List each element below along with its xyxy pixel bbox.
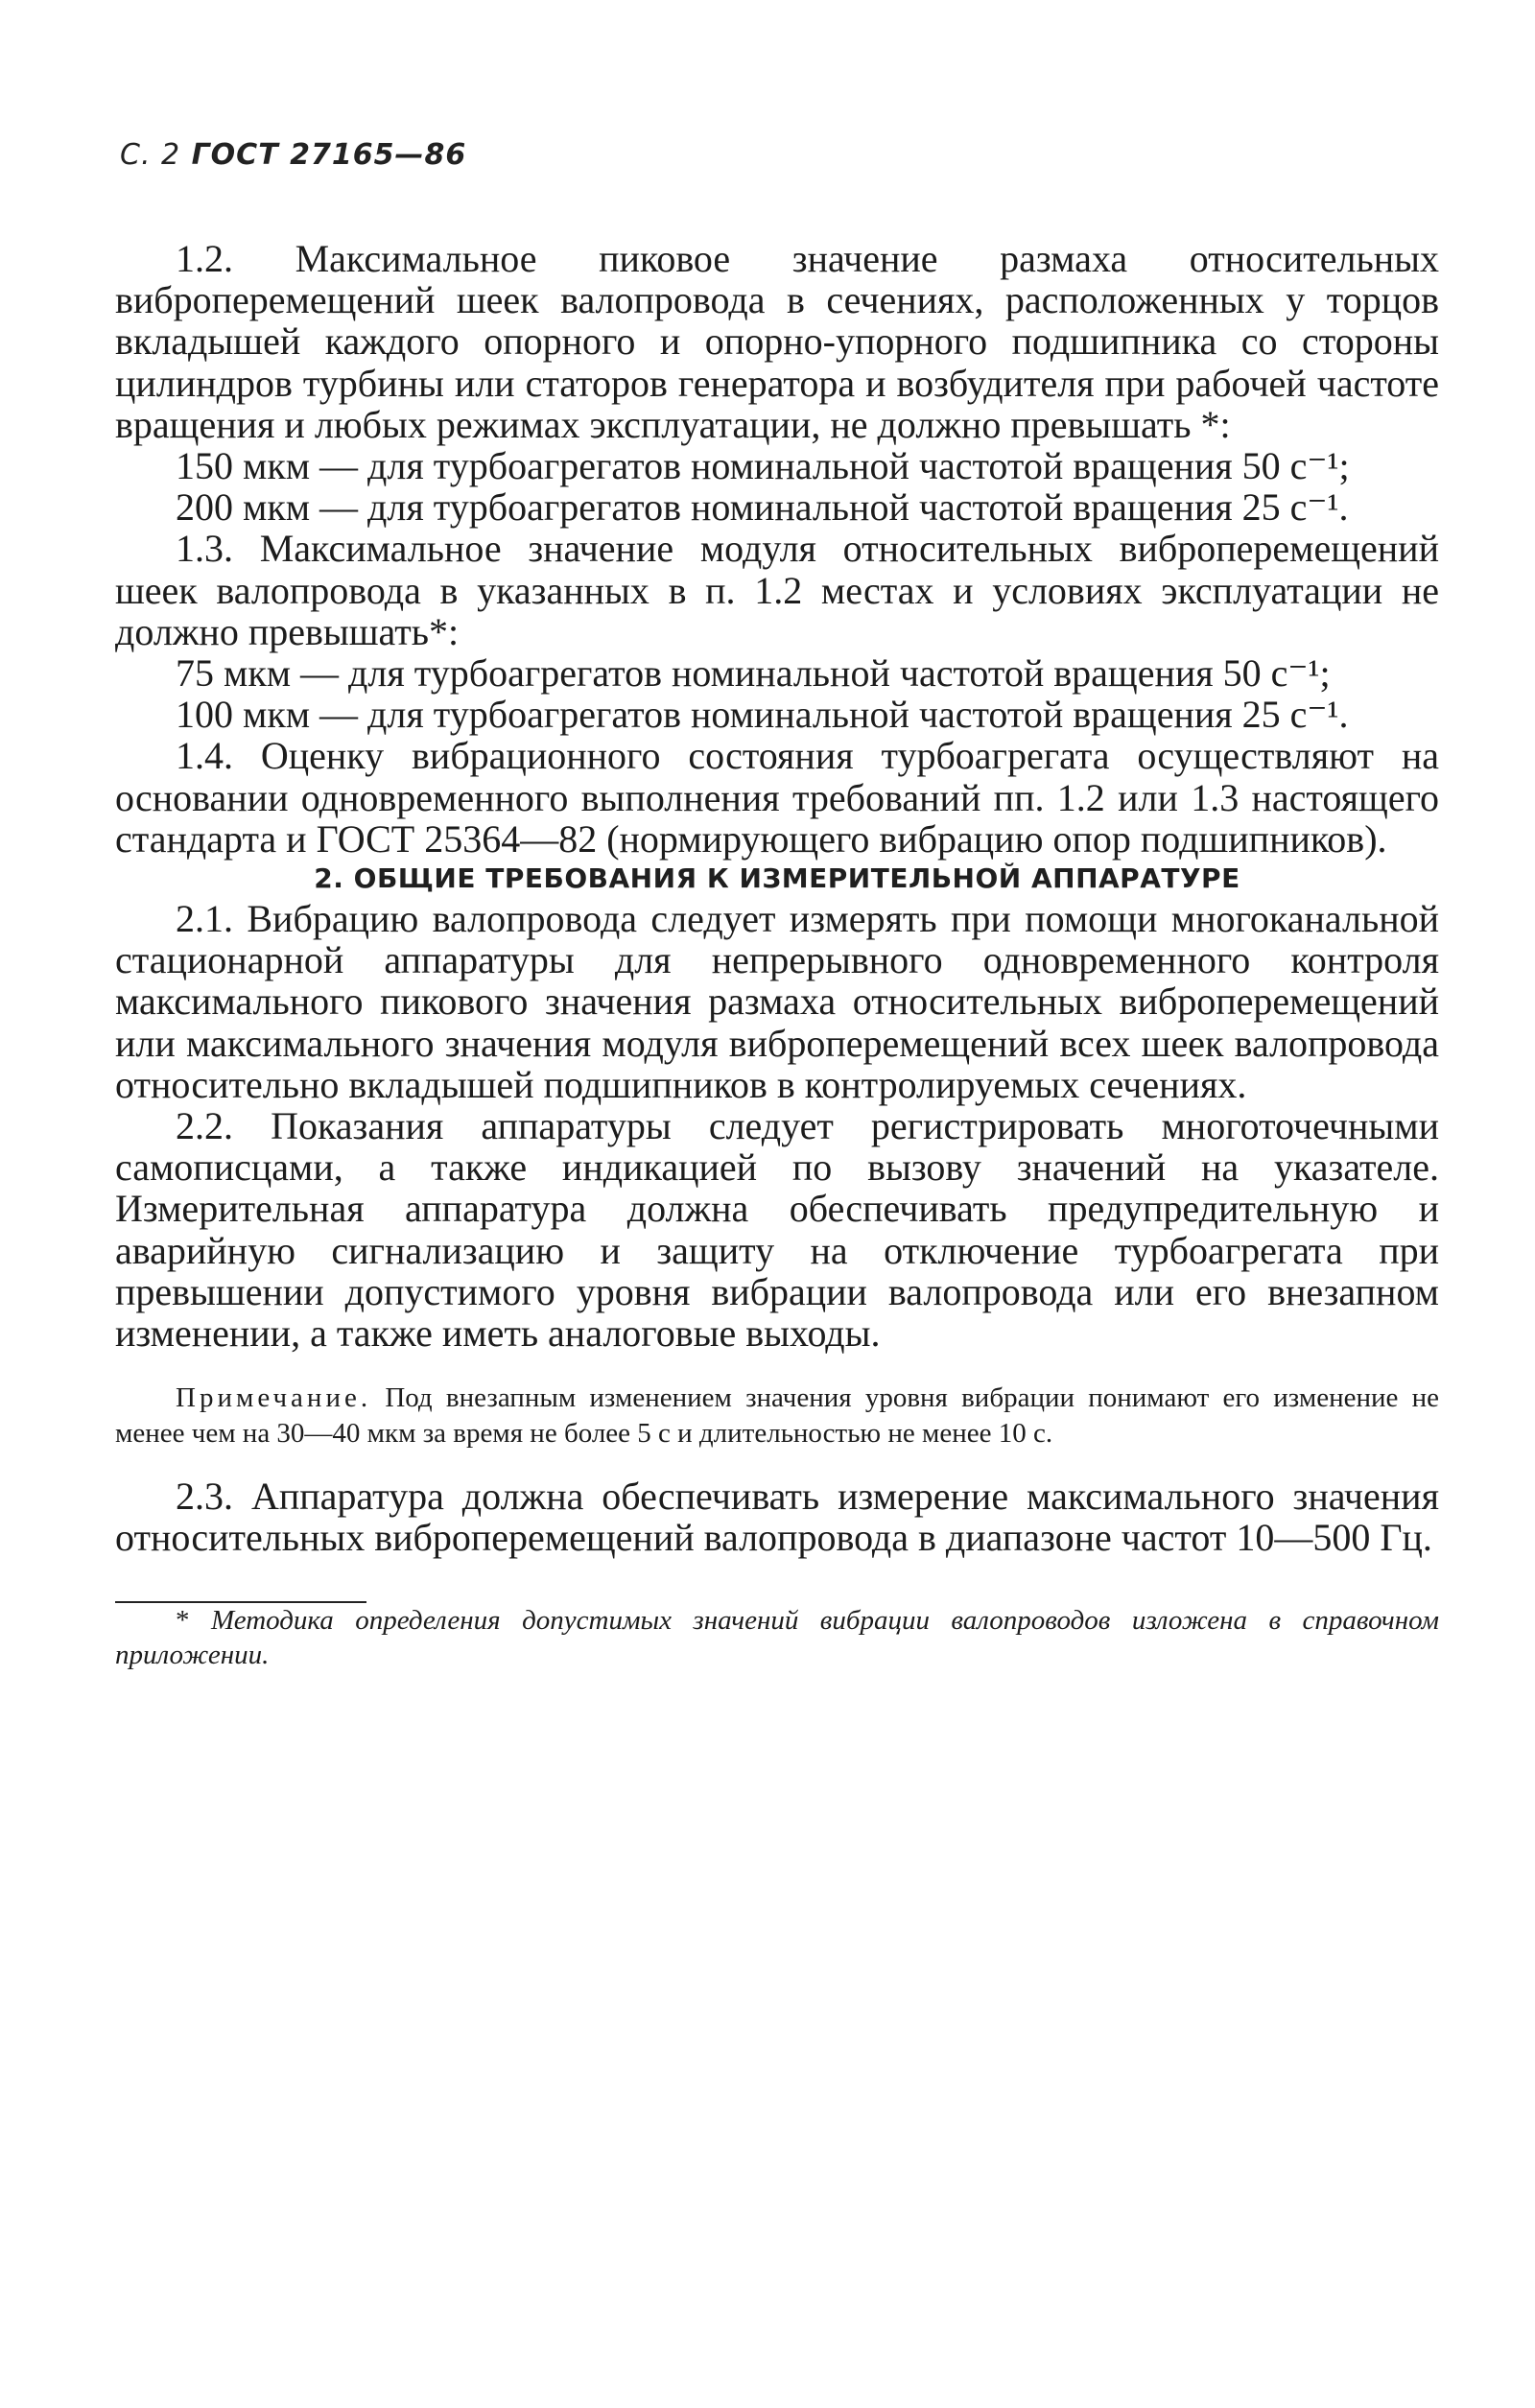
clause-1-4: 1.4. Оценку вибрационного состояния турбоагрегата осуществляют на основании одновременного выполнения требований пп. 1.2 или 1.3 настоящего стандарта и ГОСТ 25364—82 (нормирующего вибрацию опор подшипников).	[115, 734, 1439, 861]
note-text: Под внезапным изменением значения уровня вибрации понимают его изменение не менее чем на 30—40 мкм за время не более 5 с и длительностью не менее 10 с.	[115, 1382, 1440, 1449]
footnote	[115, 1603, 1439, 1672]
running-header	[120, 138, 466, 172]
section-2-heading: 2. ОБЩИЕ ТРЕБОВАНИЯ К ИЗМЕРИТЕЛЬНОЙ АППАРАТУРЕ	[314, 862, 1240, 895]
clause-1-3-item-75: 75 мкм — для турбоагрегатов номинальной частотой вращения 50 с⁻¹;	[176, 651, 1331, 696]
document-body	[115, 238, 1439, 1672]
clause-1-2-item-150: 150 мкм — для турбоагрегатов номинальной частотой вращения 50 с⁻¹;	[176, 444, 1350, 488]
page-number: С. 2	[120, 138, 181, 172]
clause-1-2-item-200: 200 мкм — для турбоагрегатов номинальной частотой вращения 25 с⁻¹.	[176, 485, 1349, 530]
clause-2-3: 2.3. Аппаратура должна обеспечивать измерение максимального значения относительных виброперемещений валопровода в диапазоне частот 10—500 Гц.	[115, 1475, 1439, 1560]
clause-1-2: 1.2. Максимальное пиковое значение размаха относительных виброперемещений шеек валопровода в сечениях, расположенных у торцов вкладышей каждого опорного и опорно-упорного подшипника со стороны цилиндров турбины или статоров генератора и возбудителя при рабочей частоте вращения и любых режимах эксплуатации, не должно превышать *:	[115, 237, 1439, 446]
standard-designation: ГОСТ 27165—86	[191, 138, 467, 172]
clause-2-1: 2.1. Вибрацию валопровода следует измерять при помощи многоканальной стационарной аппаратуры для непрерывного одновременного контроля максимального пикового значения размаха относительных виброперемещений или максимального значения модуля виброперемещений всех шеек валопровода относительно вкладышей подшипников в контролируемых сечениях.	[115, 897, 1439, 1106]
note	[115, 1381, 1439, 1451]
footnote-text: Методика определения допустимых значений вибрации валопроводов изложена в справочном приложении.	[115, 1604, 1439, 1670]
note-label: Примечание.	[176, 1382, 372, 1414]
clause-2-2: 2.2. Показания аппаратуры следует регистрировать многоточечными самописцами, а также индикацией по вызову значений на указателе. Измерительная аппаратура должна обеспечивать предупредительную и аварийную сигнализацию и защиту на отключение турбоагрегата при превышении допустимого уровня вибрации валопровода или его внезапном изменении, а также иметь аналоговые выходы.	[115, 1104, 1439, 1356]
footnote-marker: *	[176, 1604, 190, 1636]
clause-1-3-item-100: 100 мкм — для турбоагрегатов номинальной частотой вращения 25 с⁻¹.	[176, 693, 1349, 737]
clause-1-3: 1.3. Максимальное значение модуля относительных виброперемещений шеек валопровода в указанных в п. 1.2 местах и условиях эксплуатации не должно превышать*:	[115, 527, 1439, 653]
